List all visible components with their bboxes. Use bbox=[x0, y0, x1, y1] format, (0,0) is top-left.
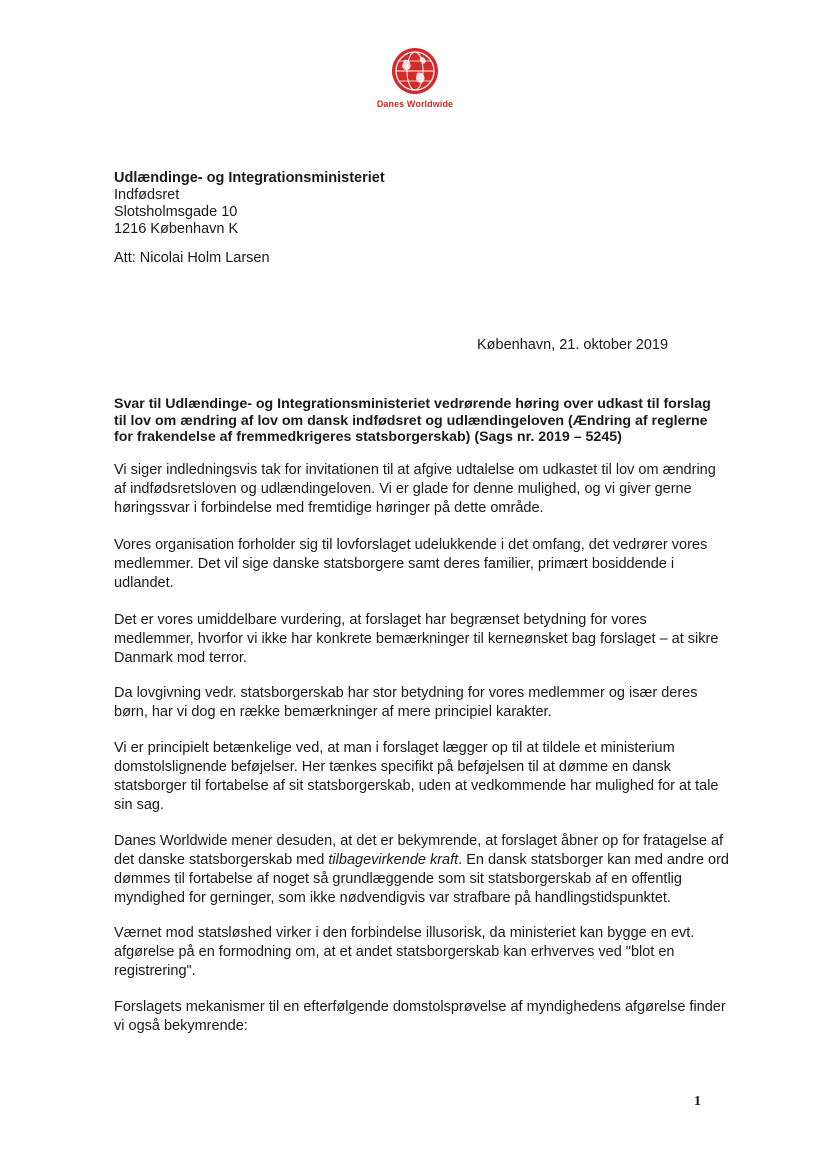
paragraph-line: Vores organisation forholder sig til lovforslaget udelukkende i det omfang, det vedrører vores bbox=[114, 537, 708, 553]
paragraph-line: børn, har vi dog en række bemærkninger af mere principiel karakter. bbox=[114, 704, 552, 720]
logo-text: Danes Worldwide bbox=[376, 99, 454, 109]
paragraph-line: Vi siger indledningsvis tak for invitationen til at afgive udtalelse om udkastet til lov om ændring bbox=[114, 462, 716, 478]
paragraph-line: af indfødsretsloven og udlændingeloven. Vi er glade for denne mulighed, og vi giver gerne bbox=[114, 481, 692, 497]
paragraph-line: domstolslignende beføjelser. Her tænkes specifikt på beføjelsen til at dømme en dansk bbox=[114, 759, 671, 775]
organization-logo bbox=[367, 46, 463, 109]
paragraph-line bbox=[114, 851, 729, 870]
recipient-ministry: Udlændinge- og Integrationsministeriet bbox=[114, 170, 385, 186]
paragraph-line: medlemmer, hvorfor vi ikke har konkrete bemærkninger til kerneønsket bag forslaget – at sikre bbox=[114, 631, 719, 647]
subject-line: for frakendelse af fremmedkrigeres statsborgerskab) (Sags nr. 2019 – 5245) bbox=[114, 429, 622, 445]
paragraph-text: det danske statsborgerskab med bbox=[114, 852, 329, 868]
paragraph-line: registrering". bbox=[114, 963, 196, 979]
paragraph-line: vi også bekymrende: bbox=[114, 1018, 248, 1034]
paragraph-line: Danes Worldwide mener desuden, at det er bekymrende, at forslaget åbner op for fratagelse af bbox=[114, 833, 724, 849]
globe-logo-icon bbox=[390, 46, 440, 96]
paragraph-line: myndighed for gerninger, som ikke nødvendigvis var strafbare på handlingstidspunktet. bbox=[114, 890, 671, 906]
recipient-address bbox=[114, 170, 385, 238]
recipient-street: Slotsholmsgade 10 bbox=[114, 204, 238, 220]
recipient-city: 1216 København K bbox=[114, 221, 239, 237]
paragraph-line: Det er vores umiddelbare vurdering, at forslaget har begrænset betydning for vores bbox=[114, 612, 647, 628]
paragraph-line: Værnet mod statsløshed virker i den forbindelse illusorisk, da ministeriet kan bygge en evt. bbox=[114, 925, 695, 941]
body-paragraph bbox=[114, 739, 719, 815]
body-paragraph bbox=[114, 536, 714, 593]
paragraph-line: udlandet. bbox=[114, 575, 174, 591]
body-paragraph bbox=[114, 924, 714, 981]
paragraph-line: Danmark mod terror. bbox=[114, 650, 247, 666]
paragraph-line: afgørelse på en formodning om, at et andet statsborgerskab kan erhverves ved "blot en bbox=[114, 944, 675, 960]
paragraph-line: Forslagets mekanismer til en efterfølgende domstolsprøvelse af myndighedens afgørelse finder bbox=[114, 999, 726, 1015]
page-number: 1 bbox=[694, 1094, 701, 1109]
body-paragraph bbox=[114, 611, 719, 668]
italic-phrase: tilbagevirkende kraft bbox=[328, 852, 459, 868]
body-paragraph bbox=[114, 832, 729, 908]
letter-subject bbox=[114, 396, 714, 446]
paragraph-line: Da lovgivning vedr. statsborgerskab har stor betydning for vores medlemmer og især deres bbox=[114, 685, 698, 701]
paragraph-line: Vi er principielt betænkelige ved, at man i forslaget lægger op til at tildele et ministerium bbox=[114, 740, 675, 756]
body-paragraph bbox=[114, 461, 714, 518]
paragraph-line: dømmes til fortabelse af noget så grundlæggende som sit statsborgerskab af en offentlig bbox=[114, 871, 682, 887]
paragraph-text: . En dansk statsborger kan med andre ord bbox=[458, 852, 729, 868]
body-paragraph bbox=[114, 998, 726, 1036]
subject-line: Svar til Udlændinge- og Integrationsministeriet vedrørende høring over udkast til forslag bbox=[114, 396, 711, 412]
paragraph-line: statsborger til fortabelse af sit statsborgerskab, uden at vedkommende har mulighed for at tale bbox=[114, 778, 719, 794]
body-paragraph bbox=[114, 684, 714, 722]
letter-date: København, 21. oktober 2019 bbox=[477, 337, 669, 353]
paragraph-line: sin sag. bbox=[114, 797, 164, 813]
subject-line: til lov om ændring af lov om dansk indfødsret og udlændingeloven (Ændring af reglerne bbox=[114, 412, 708, 429]
attention-line: Att: Nicolai Holm Larsen bbox=[114, 250, 270, 266]
paragraph-line: høringssvar i forbindelse med fremtidige høringer på dette område. bbox=[114, 500, 544, 516]
paragraph-line: medlemmer. Det vil sige danske statsborgere samt deres familier, primært bosiddende i bbox=[114, 556, 675, 572]
recipient-department: Indfødsret bbox=[114, 187, 180, 203]
